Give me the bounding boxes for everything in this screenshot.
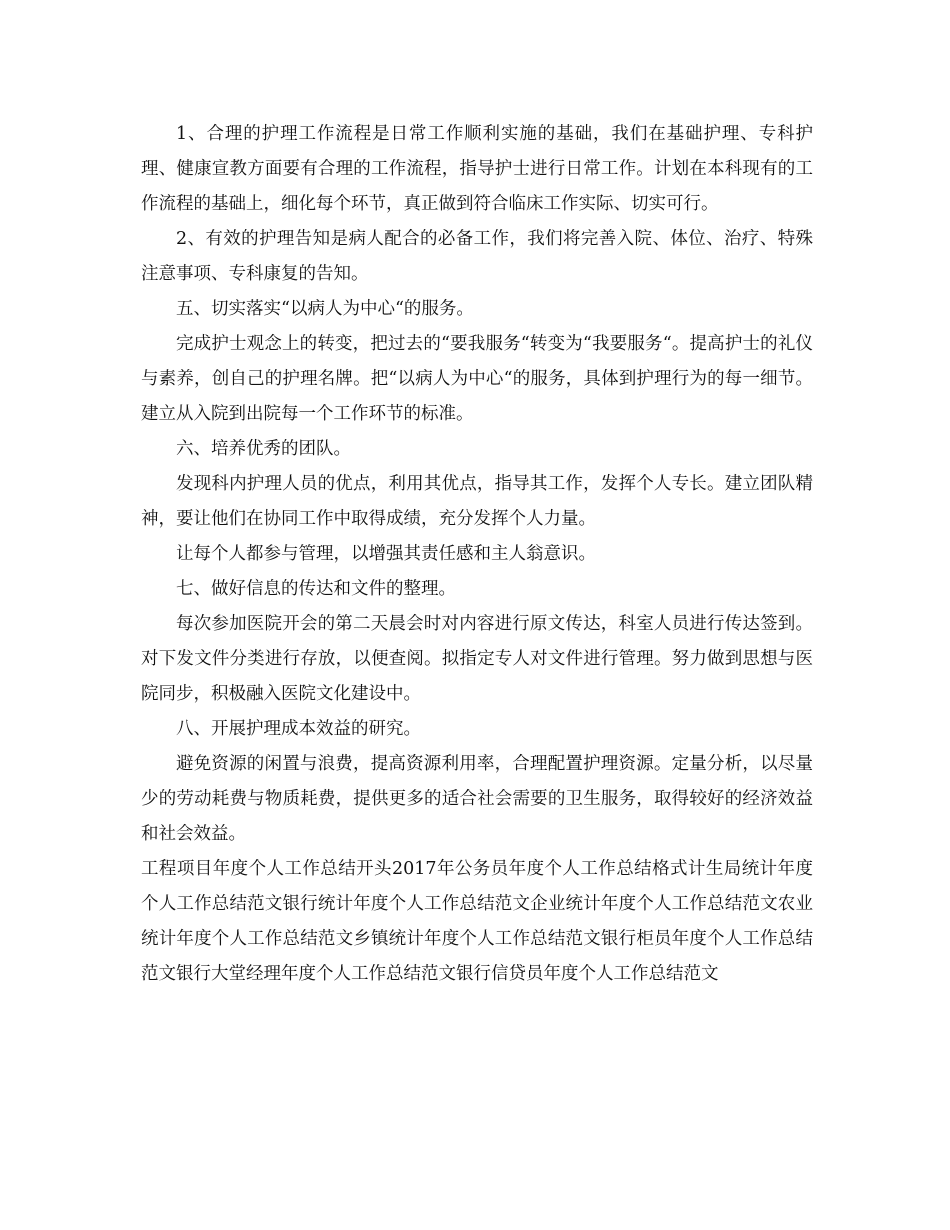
heading-section-five: 五、切实落实“以病人为中心“的服务。: [176, 299, 474, 319]
paragraph-information: 每次参加医院开会的第二天晨会时对内容进行原文传达，科室人员进行传达签到。对下发文件分类进行存放，以便查阅。拟指定专人对文件进行管理。努力做到思想与医院同步，积极融入医院文化建设中。: [141, 614, 813, 704]
paragraph-notification: 2、有效的护理告知是病人配合的必备工作，我们将完善入院、体位、治疗、特殊注意事项、专科康复的告知。: [141, 229, 813, 284]
paragraph-workflow: 1、合理的护理工作流程是日常工作顺利实施的基础，我们在基础护理、专科护理、健康宣教方面要有合理的工作流程，指导护士进行日常工作。计划在本科现有的工作流程的基础上，细化每个环节，真正做到符合临床工作实际、切实可行。: [141, 124, 813, 214]
paragraph-cost-benefit: 避免资源的闲置与浪费，提高资源利用率，合理配置护理资源。定量分析，以尽量少的劳动耗费与物质耗费，提供更多的适合社会需要的卫生服务，取得较好的经济效益和社会效益。: [141, 754, 813, 844]
heading-section-six: 六、培养优秀的团队。: [176, 439, 351, 459]
heading-section-seven: 七、做好信息的传达和文件的整理。: [176, 579, 456, 599]
related-articles-text: 工程项目年度个人工作总结开头2017年公务员年度个人工作总结格式计生局统计年度个人工作总结范文银行统计年度个人工作总结范文企业统计年度个人工作总结范文农业统计年度个人工作总结范文乡镇统计年度个人工作总结范文银行柜员年度个人工作总结范文银行大堂经理年度个人工作总结范文银行信贷员年度个人工作总结范文: [141, 859, 813, 984]
paragraph-participation: 让每个人都参与管理，以增强其责任感和主人翁意识。: [176, 544, 596, 564]
paragraph-service-concept: 完成护士观念上的转变，把过去的“要我服务“转变为“我要服务“。提高护士的礼仪与素养，创自己的护理名牌。把“以病人为中心“的服务，具体到护理行为的每一细节。建立从入院到出院每一个工作环节的标准。: [141, 334, 813, 424]
paragraph-team-strengths: 发现科内护理人员的优点，利用其优点，指导其工作，发挥个人专长。建立团队精神，要让他们在协同工作中取得成绩，充分发挥个人力量。: [141, 474, 813, 529]
document-body: [141, 117, 813, 992]
heading-section-eight: 八、开展护理成本效益的研究。: [176, 719, 421, 739]
